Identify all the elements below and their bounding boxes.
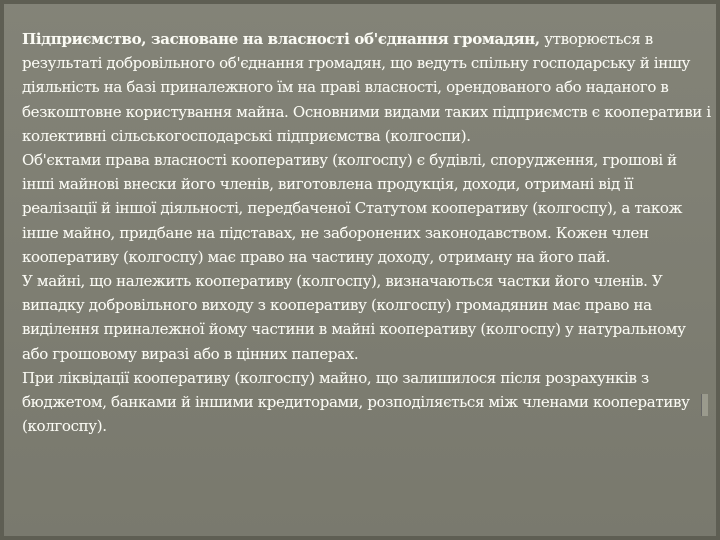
paragraph-liquidation	[22, 366, 712, 439]
paragraph-member-shares	[22, 269, 712, 366]
paragraph-text: При ліквідації кооперативу (колгоспу) майно, що залишилося після розрахунків з бюджетом, банками й іншими кредиторами, розподіляється між членами кооперативу (колгоспу).	[22, 368, 690, 436]
paragraph-enterprise-definition	[22, 27, 712, 148]
paragraph-text: утворюється в результаті добровільного об'єднання громадян, що ведуть спільну господарську й іншу діяльність на базі приналежного їм на праві власності, орендованого або наданого в безкоштовне користування майна. Основними видами таких підприємств є кооперативи і колективні сільськогосподарські підприємства (колгоспи).	[22, 30, 711, 145]
paragraph-text: У майні, що належить кооперативу (колгоспу), визначаються частки його членів. У випадку добровільного виходу з кооперативу (колгоспу) громадянин має право на виділення приналежної йому частини в майні кооперативу (колгоспу) у натуральному або грошовому виразі або в цінних паперах.	[22, 272, 686, 363]
document-body	[22, 27, 712, 438]
side-edge-marker	[701, 394, 708, 416]
paragraph-property-objects	[22, 148, 712, 269]
paragraph-text: Об'єктами права власності кооперативу (колгоспу) є будівлі, спорудження, грошові й інші майнові внески його членів, виготовлена продукція, доходи, отримані від її реалізації й іншої діяльності, передбаченої Статутом кооперативу (колгоспу), а також інше майно, придбане на підставах, не заборонених законодавством. Кожен член кооперативу (колгоспу) має право на частину доходу, отриману на його пай.	[22, 151, 683, 266]
paragraph-lead-term: Підприємство, засноване на власності об'єднання громадян,	[22, 30, 540, 48]
